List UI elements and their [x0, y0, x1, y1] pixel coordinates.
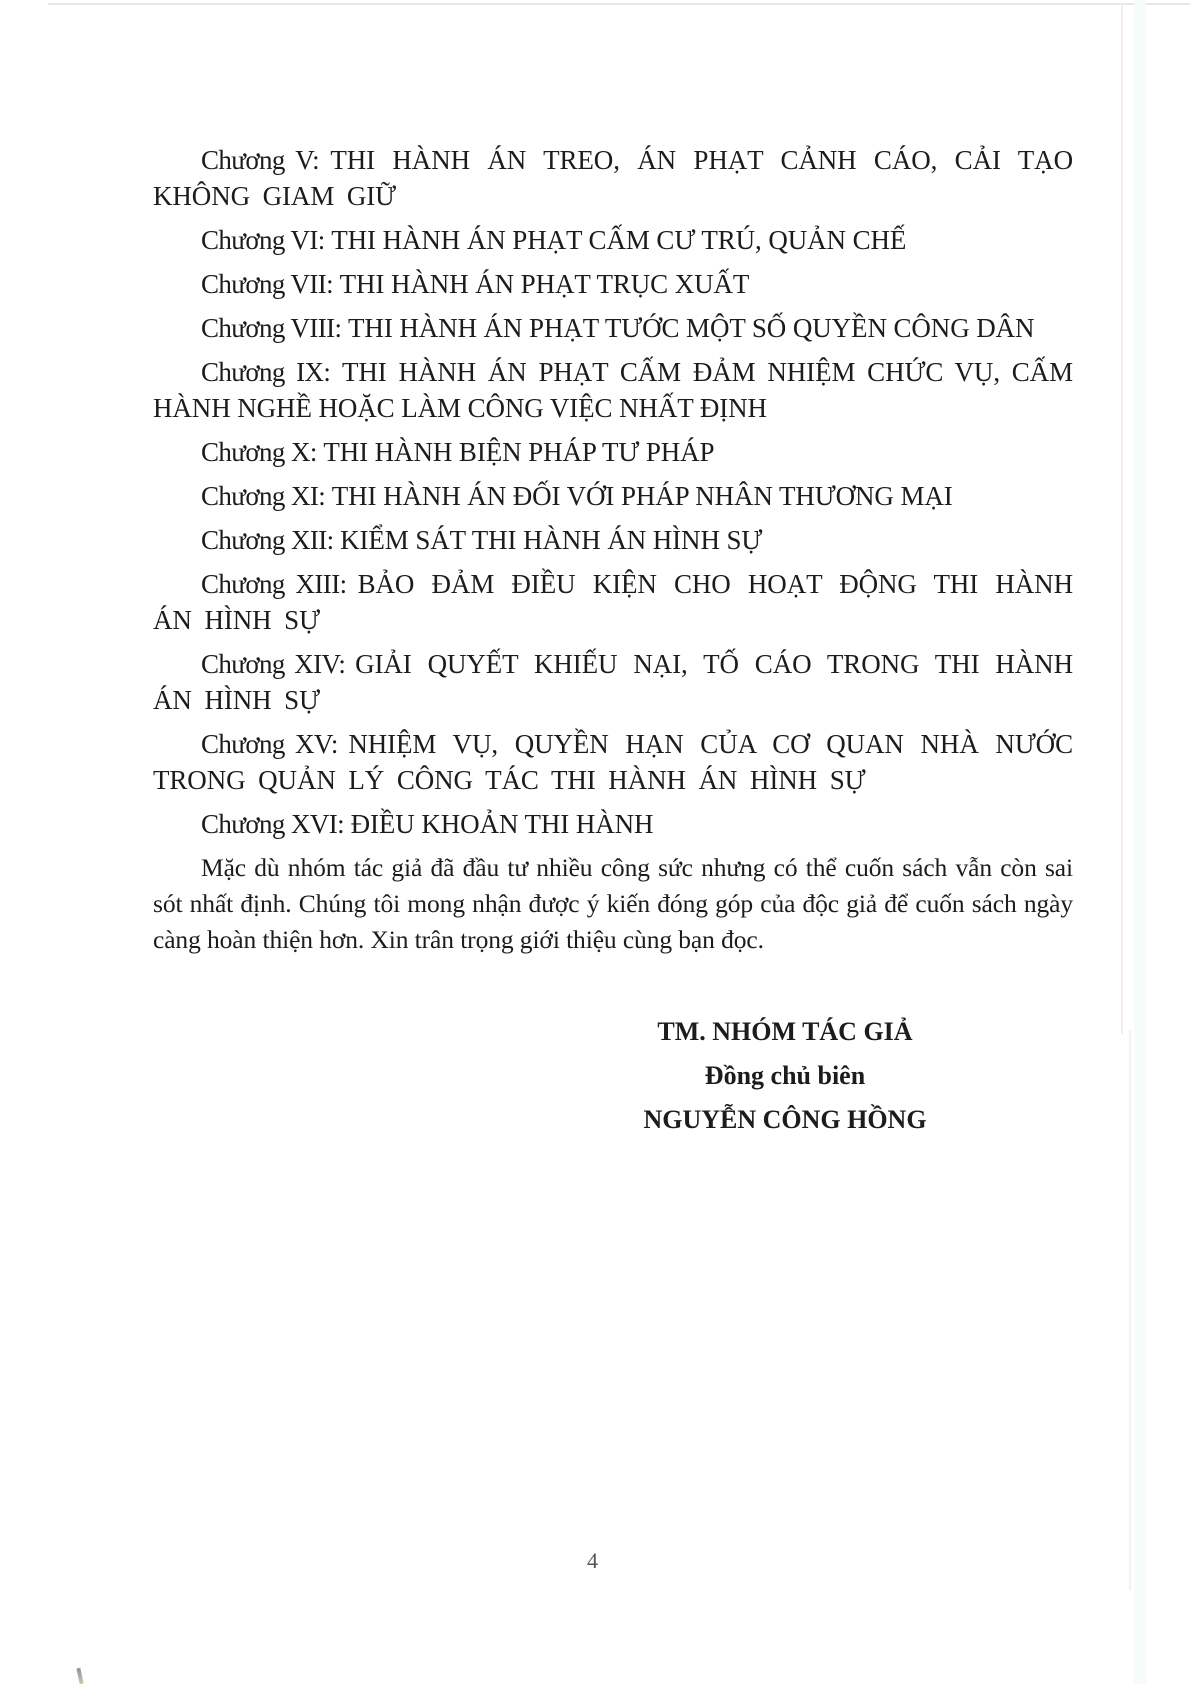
signature-role: Đồng chủ biên: [704, 1061, 866, 1090]
chapter-entry-xvi: [153, 806, 1073, 842]
scan-edge-tint: [1134, 0, 1146, 1684]
chapter-label: Chương X:: [201, 437, 317, 467]
chapter-title: THI HÀNH ÁN PHẠT CẤM ĐẢM NHIỆM CHỨC VỤ, CẤM HÀNH NGHỀ HOẶC LÀM CÔNG VIỆC NHẤT ĐỊNH: [153, 357, 1073, 423]
chapter-title: THI HÀNH BIỆN PHÁP TƯ PHÁP: [323, 437, 715, 467]
chapter-label: Chương XV:: [201, 729, 338, 759]
chapter-label: Chương XIV:: [201, 649, 346, 679]
chapter-label: Chương VII:: [201, 269, 334, 299]
chapter-label: Chương XII:: [201, 525, 334, 555]
chapter-label: Chương XVI:: [201, 809, 345, 839]
chapter-entry-xiv: [153, 646, 1073, 718]
chapter-title: THI HÀNH ÁN PHẠT TƯỚC MỘT SỐ QUYỀN CÔNG DÂN: [348, 313, 1035, 343]
chapter-title: THI HÀNH ÁN PHẠT TRỤC XUẤT: [339, 269, 750, 299]
chapter-title: ĐIỀU KHOẢN THI HÀNH: [350, 809, 654, 839]
chapter-title: THI HÀNH ÁN PHẠT CẤM CƯ TRÚ, QUẢN CHẾ: [331, 225, 907, 255]
page-number: 4: [587, 1548, 598, 1573]
chapter-entry-x: [153, 434, 1073, 470]
chapter-title: THI HÀNH ÁN ĐỐI VỚI PHÁP NHÂN THƯƠNG MẠI: [331, 481, 953, 511]
page-right-edge-lower: [1129, 1030, 1131, 1590]
chapter-label: Chương V:: [201, 145, 320, 175]
chapter-entry-vi: [153, 222, 1073, 258]
chapter-entry-xi: [153, 478, 1073, 514]
signature-title: TM. NHÓM TÁC GIẢ: [657, 1017, 913, 1046]
chapter-entry-vii: [153, 266, 1073, 302]
chapter-title: BẢO ĐẢM ĐIỀU KIỆN CHO HOẠT ĐỘNG THI HÀNH ÁN HÌNH SỰ: [153, 569, 1073, 635]
chapter-label: Chương XI:: [201, 481, 326, 511]
chapter-entry-xii: [153, 522, 1073, 558]
page-right-edge: [1121, 4, 1123, 1034]
signature-block: [620, 1010, 950, 1142]
closing-paragraph: Mặc dù nhóm tác giả đã đầu tư nhiều công sức nhưng có thể cuốn sách vẫn còn sai sót nhất định. Chúng tôi mong nhận được ý kiến đóng góp của độc giả để cuốn sách ngày càng hoàn thiện hơn. Xin trân trọng giới thiệu cùng bạn đọc.: [153, 853, 1073, 954]
chapter-title: THI HÀNH ÁN TREO, ÁN PHẠT CẢNH CÁO, CẢI TẠO KHÔNG GIAM GIỮ: [153, 145, 1073, 211]
signature-name: NGUYỄN CÔNG HỒNG: [643, 1105, 927, 1134]
chapter-label: Chương IX:: [201, 357, 331, 387]
pen-mark-icon: [76, 1668, 83, 1684]
chapter-label: Chương VIII:: [201, 313, 342, 343]
page-top-edge: [48, 3, 1190, 5]
chapter-label: Chương XIII:: [201, 569, 347, 599]
page-body: [153, 142, 1073, 958]
chapter-title: GIẢI QUYẾT KHIẾU NẠI, TỐ CÁO TRONG THI HÀNH ÁN HÌNH SỰ: [153, 649, 1073, 715]
chapter-entry-viii: [153, 310, 1073, 346]
chapter-title: KIỂM SÁT THI HÀNH ÁN HÌNH SỰ: [340, 525, 763, 555]
chapter-entry-xiii: [153, 566, 1073, 638]
chapter-entry-v: [153, 142, 1073, 214]
chapter-title: NHIỆM VỤ, QUYỀN HẠN CỦA CƠ QUAN NHÀ NƯỚC TRONG QUẢN LÝ CÔNG TÁC THI HÀNH ÁN HÌNH SỰ: [153, 729, 1073, 795]
chapter-label: Chương VI:: [201, 225, 325, 255]
chapter-entry-xv: [153, 726, 1073, 798]
chapter-entry-ix: [153, 354, 1073, 426]
